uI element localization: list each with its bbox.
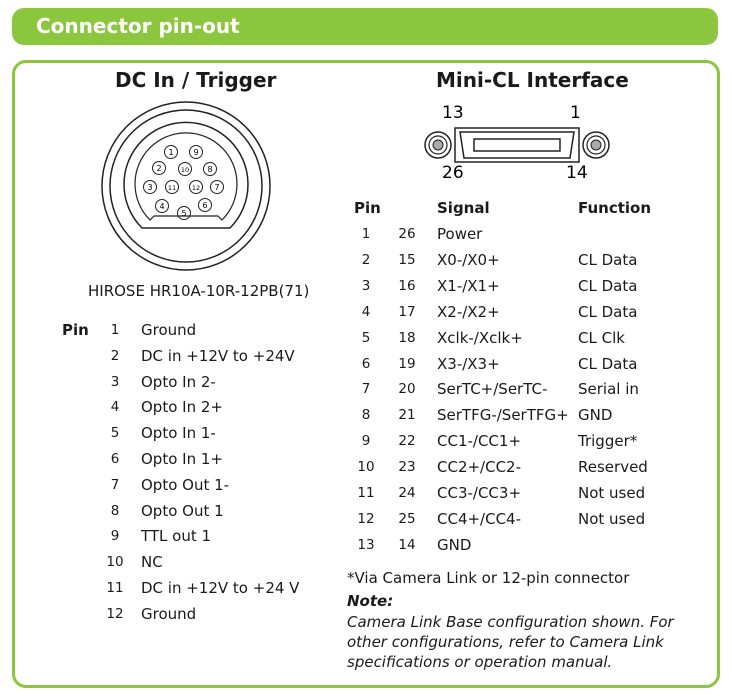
connector-pin-label: 6: [202, 201, 208, 210]
cl-pin-b: 16: [398, 277, 416, 294]
cl-pin-a: 11: [357, 485, 375, 501]
cl-function: Trigger*: [578, 432, 638, 451]
dc-pin-number: 2: [110, 347, 120, 364]
cl-function: CL Data: [578, 302, 638, 321]
cl-pin-b: 19: [398, 355, 416, 372]
dc-pin-number: 1: [110, 322, 120, 338]
cl-pin-b: 22: [398, 433, 416, 450]
cl-signal: X1-/X1+: [437, 276, 500, 295]
cl-pin-b: 15: [398, 251, 416, 268]
dc-title: DC In / Trigger: [115, 68, 277, 92]
cl-signal-header: Signal: [437, 199, 490, 217]
dc-pin-number: 7: [110, 476, 120, 493]
cl-signal: CC2+/CC2-: [437, 458, 522, 477]
connector-pin-label: 12: [191, 184, 201, 192]
cl-signal: X2-/X2+: [437, 302, 500, 321]
connector-pins: [144, 146, 224, 220]
cl-pin-a: 9: [361, 433, 371, 450]
cl-function: GND: [578, 406, 613, 425]
mini-cl-connector-diagram: [418, 98, 618, 184]
cl-function: Reserved: [578, 458, 648, 477]
dc-pin-number: 8: [110, 502, 120, 519]
dc-pin-signal: DC in +12V to +24 V: [141, 579, 300, 597]
cl-pin-a: 4: [361, 303, 371, 320]
dc-pin-signal: Opto In 2-: [141, 372, 216, 391]
cl-pin-a: 12: [357, 510, 375, 527]
cl-pin-a: 6: [361, 355, 371, 372]
connector-pin-label: 1: [168, 148, 174, 157]
cl-label-bottom-left: 26: [442, 163, 464, 183]
cl-signal: GND: [437, 535, 472, 554]
dc-pin-signal: Opto Out 1: [141, 501, 224, 520]
cl-title: Mini-CL Interface: [436, 68, 629, 92]
cl-pin-b: 18: [398, 329, 416, 346]
dc-pin-header: Pin: [62, 321, 89, 339]
dc-pin-signal: DC in +12V to +24V: [141, 346, 295, 365]
dc-pin-number: 9: [110, 528, 120, 545]
cl-pin-b: 26: [398, 226, 416, 242]
cl-function: CL Data: [578, 250, 638, 269]
hirose-connector-diagram: [100, 100, 272, 272]
dc-pin-signal: Opto In 1-: [141, 424, 216, 443]
note-line-1: Camera Link Base configuration shown. For: [347, 613, 674, 631]
cl-function: Not used: [578, 484, 646, 502]
cl-pin-a: 3: [361, 277, 371, 294]
cl-pin-b: 21: [398, 407, 416, 424]
dc-pin-signal: Opto Out 1-: [141, 475, 230, 494]
cl-pin-a: 1: [361, 226, 371, 242]
header-bar: [12, 8, 718, 45]
cl-pin-b: 25: [398, 510, 416, 527]
dc-pin-signal: Ground: [141, 604, 197, 623]
cl-signal: CC4+/CC4-: [437, 509, 522, 528]
connector-pin-label: 3: [147, 183, 153, 192]
dc-pin-signal: NC: [141, 553, 163, 572]
dc-pin-number: 5: [110, 425, 120, 442]
connector-pin-label: 10: [180, 166, 190, 174]
cl-function: CL Data: [578, 354, 638, 373]
note-line-3: specifications or operation manual.: [347, 653, 613, 671]
cl-pin-header: Pin: [354, 199, 381, 217]
cl-pin-a: 5: [361, 329, 371, 346]
connector-pin-label: 9: [193, 148, 199, 157]
cl-signal: CC1-/CC1+: [437, 432, 522, 451]
cl-signal: X0-/X0+: [437, 250, 500, 269]
note-line-2: other configurations, refer to Camera Link: [347, 633, 664, 651]
cl-pin-b: 14: [398, 536, 416, 553]
cl-pin-a: 8: [361, 407, 371, 424]
connector-pin-label: 5: [181, 209, 187, 218]
dc-pin-number: 12: [106, 605, 124, 622]
page-title: Connector pin-out: [36, 14, 240, 38]
dc-pin-signal: Ground: [141, 321, 197, 339]
connector-pin-label: 8: [207, 165, 213, 174]
cl-pin-a: 13: [357, 536, 375, 553]
cl-function: Serial in: [578, 380, 639, 399]
connector-pin-label: 11: [167, 184, 177, 192]
dc-pin-number: 4: [110, 399, 120, 416]
cl-pin-b: 23: [398, 459, 416, 476]
part-number: HIROSE HR10A-10R-12PB(71): [88, 282, 310, 300]
cl-pin-a: 7: [361, 381, 371, 398]
cl-signal: SerTFG-/SerTFG+: [437, 406, 569, 425]
cl-signal: SerTC+/SerTC-: [437, 380, 548, 399]
dc-pin-number: 10: [106, 554, 124, 571]
cl-function: Not used: [578, 509, 646, 528]
cl-pin-b: 20: [398, 381, 416, 398]
cl-pin-b: 17: [398, 303, 416, 320]
connector-pin-label: 7: [214, 183, 220, 192]
cl-function: CL Data: [578, 276, 638, 295]
connector-pin-label: 4: [159, 202, 165, 211]
cl-label-top-left: 13: [442, 103, 464, 123]
dc-pin-number: 3: [110, 373, 120, 390]
connector-pin-label: 2: [156, 164, 162, 173]
cl-signal: CC3-/CC3+: [437, 484, 522, 502]
cl-label-top-right: 1: [570, 103, 581, 123]
cl-pin-b: 24: [398, 485, 416, 501]
cl-signal: Power: [437, 225, 483, 243]
dc-pin-signal: Opto In 2+: [141, 398, 223, 417]
cl-pin-a: 2: [361, 251, 371, 268]
dc-pin-number: 11: [106, 580, 124, 596]
dc-pin-signal: TTL out 1: [141, 527, 212, 546]
cl-function-header: Function: [578, 199, 652, 217]
cl-signal: X3-/X3+: [437, 354, 500, 373]
note-label: Note:: [347, 592, 394, 610]
dc-pin-number: 6: [110, 451, 120, 467]
cl-function: CL Clk: [578, 328, 625, 347]
cl-pin-a: 10: [357, 459, 375, 476]
footnote: *Via Camera Link or 12-pin connector: [347, 569, 630, 587]
dc-pin-signal: Opto In 1+: [141, 450, 223, 468]
cl-label-bottom-right: 14: [566, 163, 588, 183]
cl-signal: Xclk-/Xclk+: [437, 328, 523, 347]
